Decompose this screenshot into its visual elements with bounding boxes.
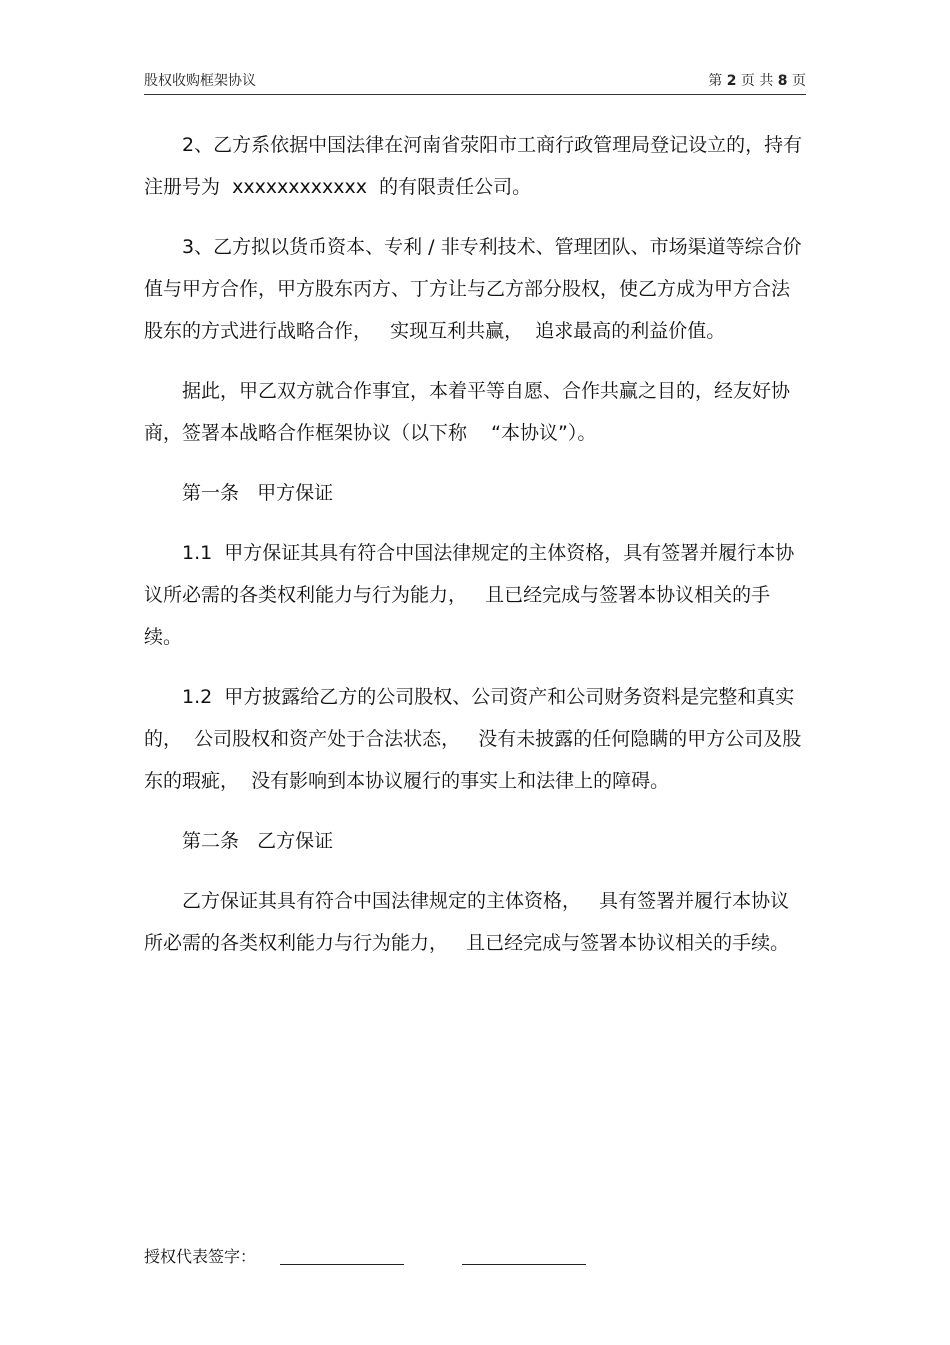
page-header — [144, 68, 806, 95]
paragraph-whereas: 据此，甲乙双方就合作事宜，本着平等自愿、合作共赢之目的，经友好协商，签署本战略合作框架协议（以下称 “本协议”）。 — [144, 380, 791, 444]
article-2-heading: 第二条 乙方保证 — [182, 830, 334, 852]
signature-label: 授权代表签字： — [144, 1247, 257, 1266]
page-total: 8 — [777, 73, 788, 89]
page-indicator — [708, 70, 806, 90]
page-mid: 页 共 — [740, 73, 774, 89]
paragraph-intro-3: 3、乙方拟以货币资本、专利 / 非专利技术、管理团队、市场渠道等综合价值与甲方合作，甲方股东丙方、丁方让与乙方部分股权，使乙方成为甲方合法股东的方式进行战略合作， 实现互利共赢， 追求最高的利益价值。 — [144, 236, 802, 342]
article-1-heading: 第一条 甲方保证 — [182, 482, 334, 504]
clause-2-1: 乙方保证其具有符合中国法律规定的主体资格， 具有签署并履行本协议所必需的各类权利能力与行为能力， 且已经完成与签署本协议相关的手续。 — [144, 890, 790, 954]
paragraph-intro-2: 2、乙方系依据中国法律在河南省荥阳市工商行政管理局登记设立的，持有注册号为 xxxxxxxxxxxx 的有限责任公司。 — [144, 134, 803, 198]
clause-1-1: 1.1 甲方保证其具有符合中国法律规定的主体资格，具有签署并履行本协议所必需的各类权利能力与行为能力， 且已经完成与签署本协议相关的手续。 — [144, 542, 795, 648]
page-current: 2 — [726, 73, 737, 89]
page-suffix: 页 — [792, 73, 806, 89]
signature-line-party-a — [280, 1264, 404, 1265]
page-prefix: 第 — [708, 73, 723, 89]
document-body — [144, 124, 806, 982]
clause-1-2: 1.2 甲方披露给乙方的公司股权、公司资产和公司财务资料是完整和真实的， 公司股权和资产处于合法状态， 没有未披露的任何隐瞒的甲方公司及股东的瑕疵， 没有影响到本协议履行的事实上和法律上的障碍。 — [144, 686, 802, 792]
document-title: 股权收购框架协议 — [144, 73, 256, 89]
signature-line-party-b — [462, 1264, 586, 1265]
